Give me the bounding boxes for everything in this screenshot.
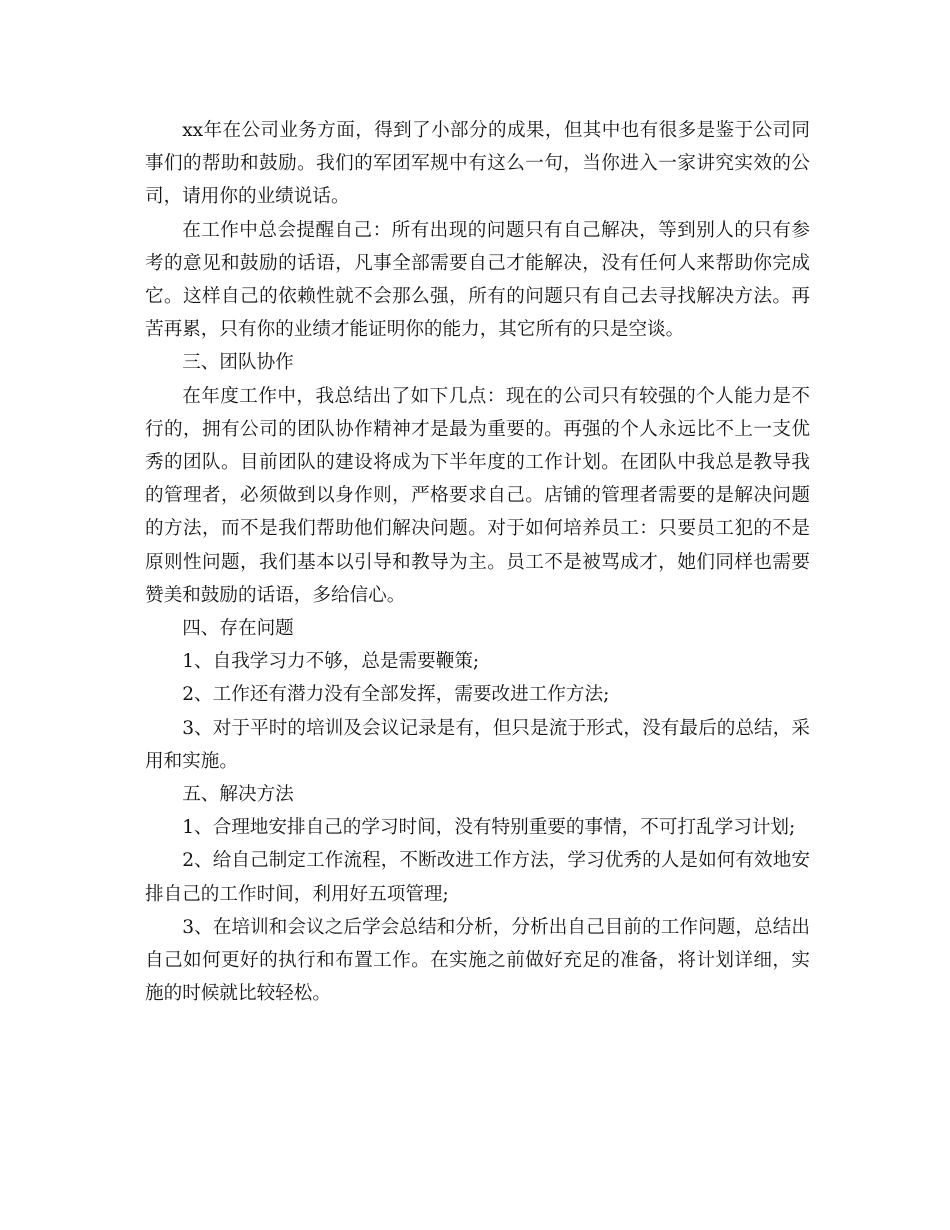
section-heading-teamwork: 三、团队协作 [182,352,294,374]
list-item-solution-2: 2、给自己制定工作流程，不断改进工作方法，学习优秀的人是如何有效地安排自己的工作时间，利用好五项管理; [145,850,810,905]
list-item-problem-1: 1、自我学习力不够，总是需要鞭策; [182,651,480,673]
list-item-problem-3: 3、对于平时的培训及会议记录是有，但只是流于形式，没有最后的总结，采用和实施。 [145,717,810,772]
list-item-problem-2: 2、工作还有潜力没有全部发挥，需要改进工作方法; [182,684,610,706]
paragraph-intro-results: xx年在公司业务方面，得到了小部分的成果，但其中也有很多是鉴于公司同事们的帮助和鼓励。我们的军团军规中有这么一句，当你进入一家讲究实效的公司，请用你的业绩说话。 [145,120,810,208]
paragraph-teamwork: 在年度工作中，我总结出了如下几点：现在的公司只有较强的个人能力是不行的，拥有公司的团队协作精神才是最为重要的。再强的个人永远比不上一支优秀的团队。目前团队的建设将成为下半年度的工作计划。在团队中我总是教导我的管理者，必须做到以身作则，严格要求自己。店铺的管理者需要的是解决问题的方法，而不是我们帮助他们解决问题。对于如何培养员工：只要员工犯的不是原则性问题，我们基本以引导和教导为主。员工不是被骂成才，她们同样也需要赞美和鼓励的话语，多给信心。 [145,385,810,606]
list-item-solution-1: 1、合理地安排自己的学习时间，没有特别重要的事情，不可打乱学习计划; [182,817,796,839]
document-body [145,114,810,1010]
section-heading-problems: 四、存在问题 [182,618,294,640]
section-heading-solutions: 五、解决方法 [182,784,294,806]
list-item-solution-3: 3、在培训和会议之后学会总结和分析，分析出自己目前的工作问题，总结出自己如何更好的执行和布置工作。在实施之前做好充足的准备，将计划详细，实施的时候就比较轻松。 [145,916,810,1005]
paragraph-self-reliance: 在工作中总会提醒自己：所有出现的问题只有自己解决，等到别人的只有参考的意见和鼓励的话语，凡事全部需要自己才能解决，没有任何人来帮助你完成它。这样自己的依赖性就不会那么强，所有的问题只有自己去寻找解决方法。再苦再累，只有你的业绩才能证明你的能力，其它所有的只是空谈。 [145,219,810,341]
